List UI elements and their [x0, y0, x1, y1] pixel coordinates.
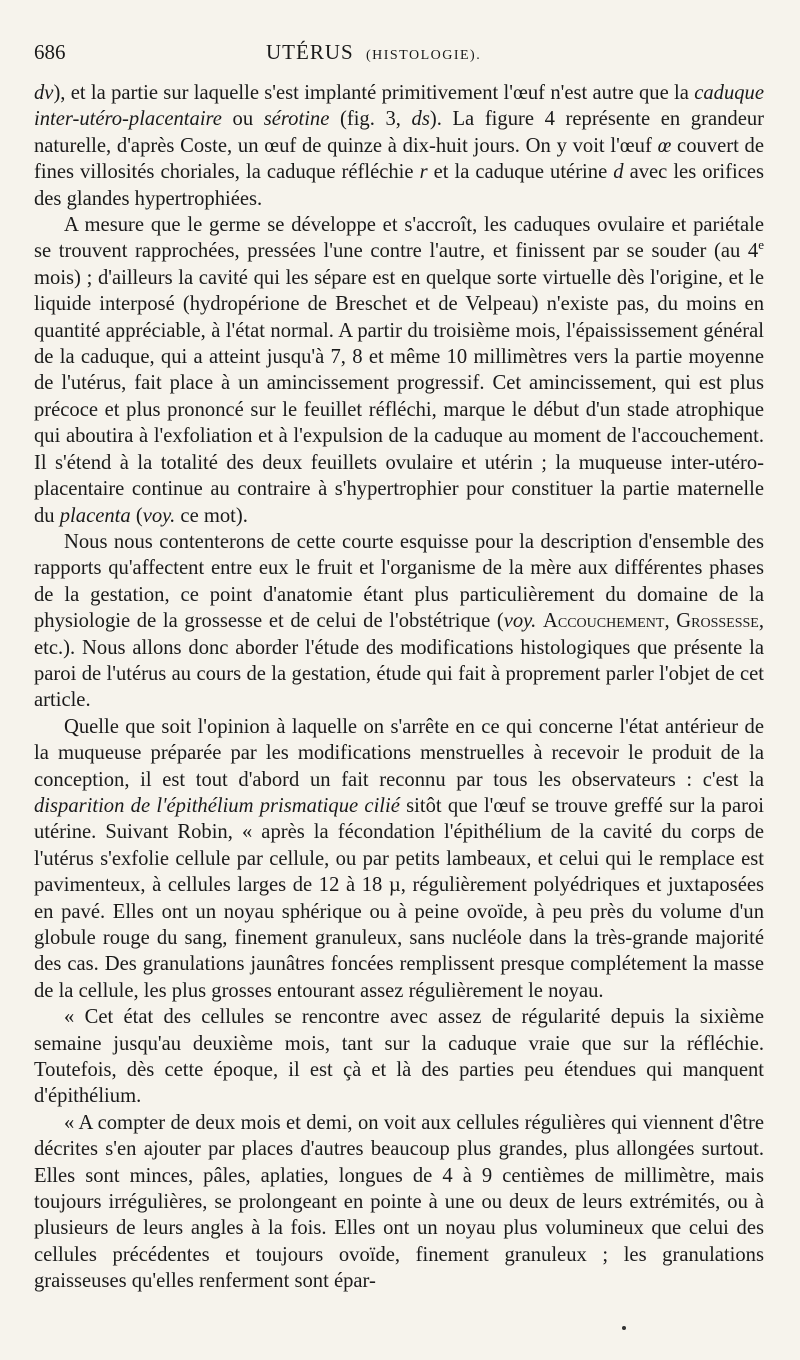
- italic-text: placenta: [59, 504, 131, 527]
- text-run: A mesure que le germe se développe et s'accroît, les caduques ovulaire et pariétale se trouvent rapprochées, pressées l'une contre l'autre, et finissent par se souder (au 4: [34, 214, 764, 263]
- small-caps-text: Grossesse: [676, 610, 759, 633]
- italic-text: sérotine: [263, 108, 330, 131]
- running-title-sub: (HISTOLOGIE).: [365, 48, 482, 63]
- text-run: Quelle que soit l'opinion à laquelle on s'arrête en ce qui concerne l'état antérieur de la muqueuse préparée par les modifications menstruelles à recevoir le produit de la conception, il est tout d'abord un fait reconnu par tous les observateurs : c'est la: [34, 715, 764, 791]
- text-run: ou: [221, 108, 264, 131]
- text-run: , etc.). Nous allons donc aborder l'étude des modifications histologiques que présente la paroi de l'utérus au cours de la gestation, étude qui fait à proprement parler l'objet de cet article.: [34, 610, 764, 712]
- text-run: (: [130, 504, 143, 527]
- text-run: « Cet état des cellules se rencontre avec assez de régularité depuis la sixième semaine jusqu'au deuxième mois, tant sur la caduque vraie que sur la réfléchie. Toutefois, dès cette époque, il est çà et là des parties peu étendues qui manquent d'épithélium.: [34, 1006, 764, 1108]
- italic-text: dv: [34, 82, 54, 104]
- paragraph: [34, 212, 764, 529]
- text-run: ). La figure 4 représente en grandeur naturelle, d'après Coste, un œuf de quinze à dix-huit jours. On y voit l'œuf: [34, 108, 764, 157]
- ink-mark: [622, 1326, 626, 1330]
- superscript: e: [758, 237, 764, 253]
- text-run: ce mot).: [175, 504, 248, 527]
- italic-text: r: [419, 161, 428, 184]
- text-run: couvert de fines villosités choriales, la caduque réfléchie: [34, 134, 764, 184]
- document-body: [34, 80, 764, 1295]
- italic-text: voy.: [503, 610, 537, 633]
- paragraph: [34, 714, 764, 1004]
- text-run: [536, 610, 543, 632]
- text-run: Nous nous contenterons de cette courte esquisse pour la description d'ensemble des rapports qu'affectent entre eux le fruit et l'organisme de la mère aux différentes phases de la gestation, ce point d'anatomie étant plus particulièrement du domaine de la physiologie de la grossesse et de celui de l'obstétrique (: [34, 530, 764, 633]
- running-title: [266, 40, 481, 65]
- text-run: mois) ; d'ailleurs la cavité qui les sépare est en quelque sorte virtuelle dès l'origine, et le liquide interposé (hydropérione de Breschet et de Velpeau) n'existe pas, du moins en quantité appréciable, à l'état normal. A partir du troisième mois, l'épaississement général de la caduque, qui a atteint jusqu'à 7, 8 et même 10 millimètres vers la partie moyenne de l'utérus, fait place à un amincissement progressif. Cet amincissement, qui est plus précoce et plus prononcé sur le feuillet réfléchi, marque le début d'un stade atrophique qui aboutira à l'exfoliation et à l'expulsion de la caduque au moment de l'accouchement. Il s'étend à la totalité des deux feuillets ovulaire et utérin ; la muqueuse inter-utéro-placentaire continue au contraire à s'hypertrophier pour constituer la partie maternelle du: [34, 266, 764, 527]
- paragraph: [34, 1004, 764, 1110]
- running-head: [34, 40, 764, 80]
- italic-text: disparition de l'épithélium prismatique cilié: [34, 794, 400, 817]
- paragraph: [34, 1110, 764, 1295]
- text-run: « A compter de deux mois et demi, on voit aux cellules régulières qui viennent d'être décrites s'en ajouter par places d'autres beaucoup plus grandes, plus allongées surtout. Elles sont minces, pâles, aplaties, longues de 4 à 9 centièmes de millimètre, mais toujours irrégulières, se prolongeant en pointe à une ou deux de leurs extrémités, ou à plusieurs de leurs angles à la fois. Elles ont un noyau plus volumineux que celui des cellules précédentes et toujours ovoïde, finement granuleux ; les granulations graisseuses qu'elles renferment sont épar-: [34, 1111, 764, 1293]
- page-number: 686: [34, 40, 66, 64]
- running-title-main: UTÉRUS: [266, 40, 354, 64]
- italic-text: voy.: [142, 504, 176, 527]
- italic-text: caduque inter-utéro-placentaire: [34, 82, 764, 131]
- text-run: ,: [664, 610, 677, 633]
- text-run: avec les orifices des glandes hypertrophiées.: [34, 161, 764, 210]
- paragraph: [34, 80, 764, 212]
- small-caps-text: Accouchement: [543, 610, 665, 633]
- text-run: sitôt que l'œuf se trouve greffé sur la paroi utérine. Suivant Robin, « après la fécondation l'épithélium de la cavité du corps de l'utérus s'exfolie cellule par cellule, ou par petits lambeaux, et celui qui le remplace est pavimenteux, à cellules larges de 12 à 18 µ, régulièrement polyédriques et juxtaposées en pavé. Elles ont un noyau sphérique ou à peine ovoïde, à peu près du volume d'un globule rouge du sang, finement granuleux, sans nucléole dans la très-grande majorité des cas. Des granulations jaunâtres foncées remplissent presque complétement la masse de la cellule, les plus grosses entourant assez régulièrement le noyau.: [34, 794, 764, 1002]
- text-run: ), et la partie sur laquelle s'est implanté primitivement l'œuf n'est autre que la: [53, 82, 695, 104]
- italic-text: ds: [411, 108, 430, 131]
- text-run: (fig. 3,: [329, 108, 412, 131]
- paragraph: [34, 529, 764, 714]
- italic-text: œ: [657, 134, 672, 157]
- text-run: et la caduque utérine: [427, 161, 614, 184]
- italic-text: d: [613, 161, 624, 184]
